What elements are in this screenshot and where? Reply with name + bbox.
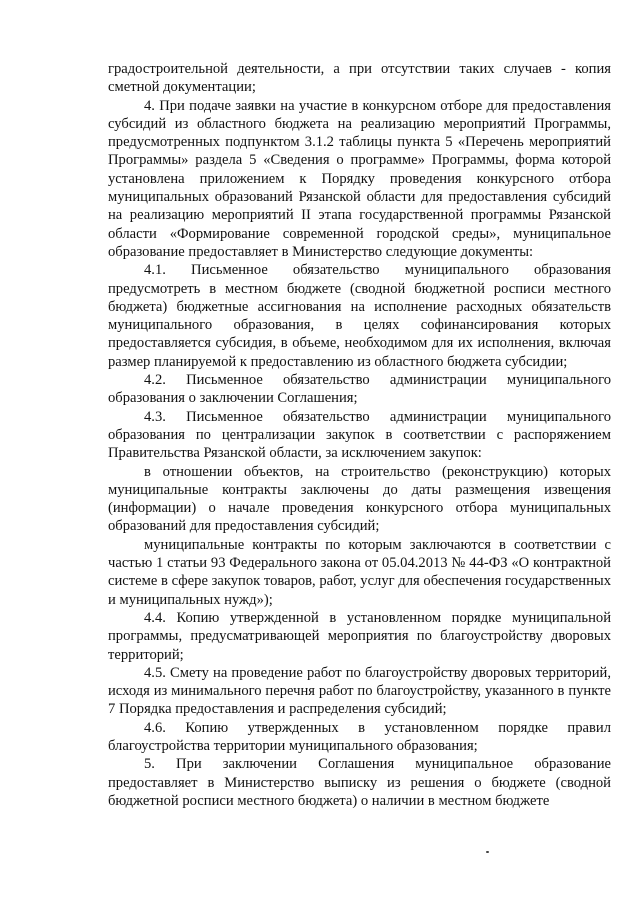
scan-speck	[486, 851, 489, 853]
paragraph-item-4-3: 4.3. Письменное обязательство администрации муниципального образования по централизации закупок в соответствии с распоряжением Правительства Рязанской области, за исключением закупок:	[108, 408, 611, 462]
paragraph-item-4-4: 4.4. Копию утвержденной в установленном порядке муниципальной программы, предусматривающей мероприятия по благоустройству дворовых территорий;	[108, 609, 611, 663]
paragraph-item-5: 5. При заключении Соглашения муниципальное образование предоставляет в Министерство выписку из решения о бюджете (сводной бюджетной росписи местного бюджета) о наличии в местном бюджете	[108, 756, 611, 809]
document-body	[108, 60, 611, 810]
paragraph-continuation: градостроительной деятельности, а при отсутствии таких случаев - копия сметной документации;	[108, 61, 611, 96]
paragraph-exception-2: муниципальные контракты по которым заключаются в соответствии с частью 1 статьи 93 Федерального закона от 05.04.2013 № 44-ФЗ «О контрактной системе в сфере закупок товаров, работ, услуг для обеспечения государственных и муниципальных нужд»);	[108, 536, 611, 608]
paragraph-item-4: 4. При подаче заявки на участие в конкурсном отборе для предоставления субсидий из областного бюджета на реализацию мероприятий Программы, предусмотренных подпунктом 3.1.2 таблицы пункта 5 «Перечень мероприятий Программы» раздела 5 «Сведения о программе» Программы, форма которой установлена приложением к Порядку проведения конкурсного отбора муниципальных образований Рязанской области для предоставления субсидий на реализацию мероприятий II этапа государственной программы Рязанской области «Формирование современной городской среды», муниципальное образование предоставляет в Министерство следующие документы:	[108, 97, 611, 260]
paragraph-item-4-2: 4.2. Письменное обязательство администрации муниципального образования о заключении Соглашения;	[108, 372, 611, 407]
paragraph-item-4-6: 4.6. Копию утвержденных в установленном порядке правил благоустройства территории муниципального образования;	[108, 719, 611, 754]
paragraph-exception-1: в отношении объектов, на строительство (реконструкцию) которых муниципальные контракты заключены до даты размещения извещения (информации) о начале проведения конкурсного отбора муниципальных образований для предоставления субсидий;	[108, 463, 611, 535]
paragraph-item-4-1: 4.1. Письменное обязательство муниципального образования предусмотреть в местном бюджете (сводной бюджетной росписи местного бюджета) бюджетные ассигнования на исполнение расходных обязательств муниципального образования, в целях софинансирования которых предоставляется субсидия, в объеме, необходимом для их исполнения, включая размер планируемой к предоставлению из областного бюджета субсидии;	[108, 262, 611, 370]
paragraph-item-4-5: 4.5. Смету на проведение работ по благоустройству дворовых территорий, исходя из минимального перечня работ по благоустройству, указанного в пункте 7 Порядка предоставления и распределения субсидий;	[108, 664, 611, 718]
